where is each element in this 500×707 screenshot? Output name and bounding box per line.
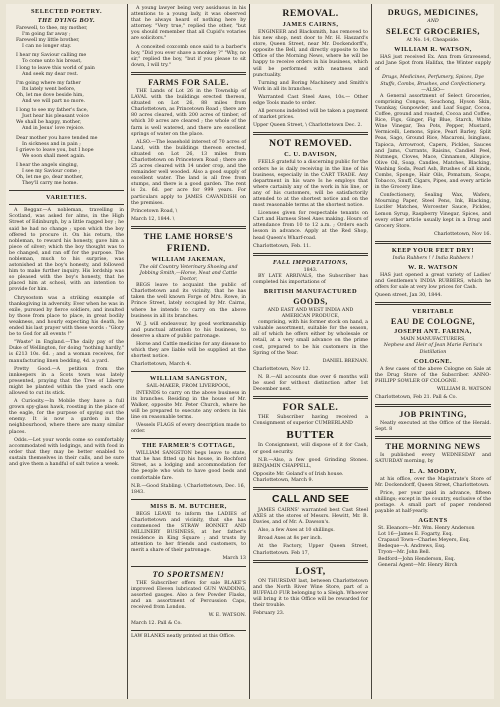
divider: [131, 499, 246, 500]
divider: [253, 253, 368, 256]
ad-paragraph: Also, a few Axes at 10 shillings.: [258, 528, 335, 534]
ad-paragraph: JAMES CAIRNS' warranted best Cast Steel AXES at the stores of Messrs. Hewitt, Mr. B. Davies, and of Mr. A. Dawson's.: [253, 507, 368, 526]
divider: [9, 190, 124, 191]
divider: [375, 241, 491, 244]
list-item: St. Eleanors—Mr. Wm. Henry Anderson: [378, 526, 475, 532]
ad-paragraph: Broad Axes at 8s per inch.: [258, 536, 323, 542]
farina-line: Nephew and Heir of Jean Marie Farina's Distillation: [383, 343, 483, 355]
ad-paragraph: ALSO.—The leasehold interest of 70 acres of Land, with the buildings thereon erected, situated on Lot 26, 13 miles from Charlottetown on Princetown Road ; there are 25 acres cleared with 14 under crop, and the remainder well wooded. Also a good supply of excellent water. The land is all free from stumps, and there is a good garden. The rent is 2s. 6d. per acre for 999 years. For particulars apply to JAMES CAVANDISH on the premises.: [131, 139, 246, 206]
ad-paragraph: Horse and Cattle medicine for any disease to which they are liable will be supplied at the shortest notice.: [131, 342, 246, 360]
ad-paragraph: Neatly executed at the Office of the Herald. Sept. 8: [375, 421, 491, 433]
divider: [375, 404, 491, 407]
list-item: Crapaud Town—Charles Meyers, Esq.: [378, 538, 471, 544]
divider: [375, 436, 491, 439]
ad-date: Opposite Mr. Goland's of Irish house. Charlottetown, March 9.: [253, 471, 344, 483]
ad-paragraph: Is published every WEDNESDAY and SATURDAY morning, by: [375, 453, 491, 465]
ad-paragraph: Confectionery, Sealing Wax, Wafers, Mourning Paper, Steel Pens, Ink, Blacking, Lucifer Matches, Worcester Sauce, Pickles, Lemon Syrup, Raspberry Vinegar, Spices, and every other article usually kept in a Drug and Grocery Store.: [375, 193, 491, 229]
list-item: General Agent—Mr. Henry Birch: [378, 562, 458, 568]
ad-paragraph: Warranted Cast Steel Axes, 10s.— Other edge Tools made to order.: [253, 94, 368, 107]
drugs-and: AND: [427, 19, 439, 24]
farina-sub: MAIN MANUFACTURERS,: [400, 337, 466, 343]
for-sale-heading: FOR SALE.: [282, 402, 339, 414]
ad-date: March 13: [222, 556, 246, 562]
article-paragraph: "Waste" in England.—The daily pay of the Duke of Wellington, for doing "nothing hardly," is £213 10s. 6d. ; and a woman receives, for manufacturing linen bedding, 4d. a yard.: [9, 340, 124, 364]
column-4: [372, 4, 494, 699]
ad-paragraph: Licenses given for respectable tenants on Cart and Harness Steel Axes making. Hours of attendance from 10 to 12 a.m. ; Orders each lesson in advance. Apply at the Red Shop, head Queen's Wharf-road.: [253, 211, 368, 241]
ad-date: Charlottetown, March 4.: [131, 362, 192, 368]
list-item: Tryon—Mr. John Bell.: [378, 550, 431, 556]
british-manufactured-heading: BRITISH MANUFACTURED: [263, 288, 358, 295]
ad-paragraph: THE Subscriber having received a Consignment of superior CUMBERLAND: [253, 415, 368, 427]
ad-paragraph: at his office, over the Magistrate's Store of Mr. Dockendorff, Queen Street, Charlottetown.: [375, 476, 491, 488]
cairns-name: JAMES CAIRNS,: [282, 21, 339, 28]
ad-date: Upper Queen Street, \ Charlottetown Dec. 2.: [253, 123, 363, 129]
article-paragraph: A conceited coxcomb once said to a barber's boy, "Did you ever shave a monkey ?" "Why, no sir," replied the boy, "but if you please to sit down, I will try.": [131, 44, 246, 68]
ad-date: N.B.—Good Stabling. \ Charlottetown, Dec. 16, 1843.: [131, 483, 246, 495]
watson-goods: Drugs, Medicines, Perfumery, Spices, Dye Stuffs, Combs, Brushes, and Confectionery.: [380, 75, 486, 87]
divider: [375, 302, 491, 305]
poem-stanza: I'm going where my father Its lately went before, Oh, let me dove beside him, And we will part no more.: [16, 80, 86, 105]
list-item: Bedeque—A. Andrews, Esq.: [378, 544, 446, 550]
selected-poetry-heading: SELECTED POETRY.: [30, 8, 103, 15]
cottage-heading: THE FARMER'S COTTAGE,: [141, 442, 236, 450]
ad-paragraph: In Consignment, will dispose of it for Cash, or good security.: [253, 443, 368, 455]
jakeman-name: WILLIAM JAKEMAN,: [151, 255, 226, 263]
ad-paragraph: THE Subscriber offers for sale BLAKE'S improved Eleven lubricated GUN WADDING, assorted gauges. Also a few Powder Flasks, and an assortment of Percussion Caps, received from London.: [131, 580, 246, 610]
fall-year: 1843.: [303, 267, 318, 273]
ad-paragraph: WILLIAM SANGSTON begs leave to state, that he has fitted up his house, in Rochford Street, as a lodging and accommodation for the people who wish to have good beds and comfortable fare.: [131, 451, 246, 481]
column-2: [128, 4, 250, 699]
poem-stanza: Dear mother you have tended me In sickness and in pain ; I grieve to leave you, but I hope We soon shall meet again.: [16, 135, 98, 159]
divider: [253, 487, 368, 490]
agents-heading: AGENTS: [418, 517, 448, 525]
sangster-name: WILLIAM SANGSTON,: [149, 375, 228, 383]
divider: [253, 132, 368, 135]
newspaper-page: [6, 4, 494, 699]
list-item: Bedford—John Henderson, Esq.: [378, 556, 456, 562]
veritable-heading: VERITABLE: [412, 308, 454, 316]
ad-paragraph: Price, per year paid in advance, fifteen shillings; except in the country, exclusive of the postage. A small part of paper rendered payable at half-yearly.: [375, 490, 491, 514]
butcher-heading: MISS B. M. BUTCHER,: [150, 502, 227, 510]
article-paragraph: Odds.—Let your words come so comfortably accommodated with lodgings, and with food in order that they may be better enabled to sustain themselves in their calls, and be sure and give them a handful of salt twice a week.: [9, 437, 124, 467]
ad-paragraph: At the Factory, Upper Queen Street, Charlottetown. Feb 17,: [253, 544, 368, 556]
davison-name: C. U. DAVISON,: [284, 151, 337, 159]
ad-paragraph: ON THURSDAY last, between Charlottetown and the North River Wine Store, part of a BUFFALO FUR belonging to a Sleigh. Whoever will bring it to this Office will be rewarded for their trouble.: [253, 578, 368, 608]
divider: [131, 226, 246, 229]
ad-paragraph: HAS just opened a great variety of Ladies' and Gentlemen's INDIA RUBBERS, which he offers for sale at very low prices for Cash.: [375, 273, 491, 291]
ad-paragraph: \Vessels FLAGS of every description made to order.: [131, 422, 246, 435]
ad-paragraph: INTENDS to carry on the above business in its branches. Residing in the house of Mr. Walker, opposite Mr. Peter Church, where he will be prepared to execute any orders in his line on reasonable terms.: [131, 390, 246, 420]
article-paragraph: A Curiosity.—In Mobile they have a full grown spy-glass hawk, roosting in the place of the eagle, for the purpose of spying out the enemy. It is now a garden in the neighbourhood, where there are many similar places.: [9, 399, 124, 435]
poem-body: [9, 26, 124, 187]
list-item: Lot 16—James E. Fogarty, Esq.: [378, 532, 453, 538]
ad-paragraph: comprising, with his former stock on hand, a valuable assortment, suitable for the season, all of which he offers either by wholesale or retail, at a very small advance on the prime cost, prepared to be his customers in the Spring of the Year.: [253, 320, 368, 356]
divider: [131, 630, 246, 631]
ad-date: Charlottetown, Nov 12.: [253, 366, 311, 372]
ad-paragraph: Turning and Boring Machinery and Smith's Work in all its branches.: [253, 80, 368, 92]
poem-stanza: I long to see my father's face, Just hear his pleasant voice We shall be happy, mother, And in Jesus' love rejoice.: [16, 108, 89, 132]
ad-paragraph: BEGS leave to acquaint the public of Charlottetown and its vicinity, that he has taken the well known Forge of Mrs. Rowe, in Prince Street, lately occupied by Mr. Cairns, where he intends to carry on the above business in all its branches.: [131, 283, 246, 319]
divider: [9, 204, 124, 205]
rubbers-line: India Rubbers ! ! India Rubbers !: [392, 255, 474, 261]
poem-title: THE DYING BOY.: [37, 17, 96, 24]
call-and-see-heading: CALL AND SEE: [271, 492, 349, 505]
ad-date: Charlottetown, Feb 21. Pall & Co.: [375, 395, 458, 401]
ad-date: Charlottetown, Nov 16.: [433, 231, 491, 237]
not-removed-heading: NOT REMOVED.: [268, 138, 353, 150]
column-1: [6, 4, 128, 699]
ad-signature: DANIEL BRENAN.: [322, 358, 368, 364]
lost-heading: LOST,: [295, 565, 326, 577]
ad-paragraph: N.B.—Also, a few good Grinding Stones. BENJAMIN CHAPPELL,: [253, 457, 368, 469]
friend-heading: FRIEND.: [166, 242, 211, 254]
sportsmen-heading: TO SPORTSMEN!: [152, 569, 225, 579]
ad-date: March 12. Pall & Co.: [131, 621, 182, 627]
jakeman-title: The old Country Veterinary Shoeing and Jobbing Smith,—Horse, Neat and Cattle Doctor,: [139, 264, 238, 283]
sangster-sub: SAIL-MAKER, FROM LIVERPOOL,: [146, 384, 231, 390]
divider: [131, 438, 246, 439]
drugs-heading: DRUGS, MEDICINES,: [387, 8, 479, 17]
watson-name: WILLIAM R. WATSON,: [394, 46, 472, 54]
divider: [253, 396, 368, 399]
poem-stanza: I hear the angels singing, I see my Saviour come ; Oh, let me go, dear mother, They'll carry me home.: [16, 162, 83, 187]
fall-importations-heading: FALL IMPORTATIONS,: [272, 258, 349, 266]
article-paragraph: Chrysostom was a striking example of thanksgiving in adversity. Ever when he was in exile, pursued by fierce soldiers, and insulted by those from place to place, in great bodily weakness, and hourly expecting his death, he ended his last prayer with these words : "Glory be to God for all events !": [9, 295, 124, 338]
agents-list: [375, 526, 491, 569]
ad-date: March 12, 1844. \: [131, 216, 175, 222]
ad-date: Charlottetown, Feb. 11.: [253, 243, 311, 249]
farina-name: JOSEPH ANT. FARINA,: [394, 328, 472, 336]
cologne-heading: COLOGNE.: [413, 357, 453, 365]
ad-paragraph: HAS just received Ex. Ann from Gravesend, and Jane Spot from Halifax, the Winter supply of: [375, 55, 491, 73]
ad-signature: Princetown Road, \: [131, 208, 178, 214]
removal-heading: REMOVAL.: [282, 8, 339, 19]
farms-heading: FARMS FOR SALE.: [148, 77, 229, 87]
law-blanks-notice: LAW BLANKS neatly printed at this Office.: [131, 634, 236, 640]
ad-paragraph: ENGINEER and Blacksmith, has removed to his new shop, next door to Mr. H. Haszard's store, Queen Street, near Mr. Dockendorff's, opposite the Bell, and directly opposite to the Office of the Morning News, where he will be happy to receive orders in his business, which will be performed with neatness and punctuality.: [253, 30, 368, 78]
butter-heading: BUTTER: [286, 429, 335, 442]
varieties-heading: VARIETIES.: [46, 194, 87, 202]
keep-feet-dry-heading: KEEP YOUR FEET DRY!: [391, 246, 475, 254]
ad-signature: W. E. WATSON.: [208, 613, 246, 619]
ad-paragraph: A few cases of the above Cologne on Sale at the Drug Store of the Subscriber. ANNO-PHILIPP SOWLER OF COLOGNE.: [375, 366, 491, 384]
divider: [253, 560, 368, 563]
ad-paragraph: A General assortment of Select Groceries, comprising Congou, Souchong, Hyson Skin, Twankay, Gunpowder, and Loaf Sugar, Cocoa, Coffee, ground and roasted, Cocoa and Coffee, Rice, Figs, Ginger, Fig Blue, Starch, White Wine Vinegar, Tea Pots, Pepper, Mustard, Vermicelli, Lemons, Spice, Pearl Barley, Split Peas, Sago, Ground Rice, Macaroni, Isinglass, Tapioca, Arrowroot, Capers, Pickles, Sauces and Jams, Currants, Raisins, Candied Peel, Nutmegs, Cloves, Mace, Cinnamon, Allspice, Olive Oil, Soap, Candles, Matches, Blacking, Washing Soda, Pearl Ash, Brushes of all kinds, Combs, Sponge, Hair Oils, Pomatum, Soaps, Tobacco, Snuff, Cigars, Pipes, and every article in the Grocery line.: [375, 93, 491, 191]
morning-news-heading: THE MORNING NEWS: [385, 442, 481, 452]
eau-de-cologne-heading: EAU DE COLOGNE,: [390, 317, 476, 327]
divider: [131, 371, 246, 372]
ad-paragraph: N. B.—All accounts due over 6 months will be sued for without distinction after 1st December next.: [253, 374, 368, 393]
ad-paragraph: All persons indebted will be taken a payment of market prices.: [253, 109, 368, 121]
poem-stanza: I hear my Saviour calling me To come unto his breast, I long to leave this world of pain And seek my dear rest.: [16, 53, 95, 77]
ad-paragraph: BEGS LEAVE to inform the LADIES of Charlottetown and vicinity, that she has commenced the STRAW BONNET AND MILLINERY BUSINESS, at her father's residence in King Square ; and trusts by attention to her friends and customers, to merit a share of their patronage.: [131, 511, 246, 554]
article-paragraph: A Beggar.—A nobleman, travelling in Scotland, was asked for alms, in the High Street of Edinburgh, by a little ragged boy ; he said he had no change ; upon which the boy offered to procure it. On his return, the nobleman, to reward his honesty, gave him a piece of silver; which the boy thought was to be changed, and ran off for the purpose. The nobleman, much to his surprise, was astonished at the boy's honesty, and followed him to make further inquiry. His lordship was so pleased with the boy's honesty, that he placed him at school, with an intention to provide for him.: [9, 208, 124, 293]
goods-sub: AND EAST AND WEST INDIA AND AMERICAN PRODUCE,: [267, 308, 354, 320]
ad-date: Queen street, Jan 30, 1844.: [375, 293, 442, 299]
article-paragraph: A young lawyer being very assiduous in his attentions to a young lady, it was observed that he always heard of nothing here by attorney. "Very true," replied the other, "but you should remember that all Cupid's votaries are solicitors.": [131, 6, 246, 42]
divider: [131, 72, 246, 75]
rubbers-name: W. R. WATSON: [408, 264, 458, 271]
ad-paragraph: THE Lands of Lot 26 in the Township of LAVAL with the buildings erected thereon, situated on Lot 26, 88 miles from Charlottetown, as Princetown Road ; there are 80 acres cleared, with 200 acres of timber, of which 30 acres are cleared ; the whole of the farm is well watered, and there are excellent springs of water on the place.: [131, 88, 246, 137]
divider: [131, 566, 246, 567]
also-heading: —ALSO—: [421, 87, 445, 93]
article-paragraph: Pretty Good.—A petition from the innkeepers in a Scots town was lately presented, praying that the Tree of Liberty might be planted within the yard each one allowed to cut its stick.: [9, 366, 124, 396]
lame-horse-heading: THE LAME HORSE'S: [143, 231, 234, 241]
ad-paragraph: BY LATE ARRIVALS, the Subscriber has completed his importations of: [253, 273, 368, 285]
ad-paragraph: W. J. will endeavour, by good workmanship and punctual attention to his business, to deserve a share of public patronage.: [131, 321, 246, 339]
column-3: [250, 4, 372, 699]
ad-paragraph: FEELS grateful to a discerning public for the orders he is daily receiving in the line of his business, especially in the CART TRADE. Any department in his ware Is he employs that where cartainly any of the work in his line, or any of his customers, will be satisfactorily attended to at the shortest notice and on the most reasonable terms at the shortest notice.: [253, 160, 369, 209]
ad-signature: WILLIAM R. WATSON: [436, 386, 491, 392]
job-printing-heading: JOB PRINTING,: [399, 410, 467, 420]
ad-date: February 23.: [253, 611, 285, 617]
poem-stanza: Farewell, to thee, my mother, I'm going far away ; Farewell my little brother, I can no longer stay.: [16, 26, 88, 50]
drugs-address: At No. 14, Cheapside.: [406, 38, 460, 44]
goods-heading: GOODS,: [293, 297, 328, 306]
select-groceries-heading: SELECT GROCERIES,: [386, 27, 480, 37]
publisher-name: E. A. MOODY,: [409, 467, 457, 475]
